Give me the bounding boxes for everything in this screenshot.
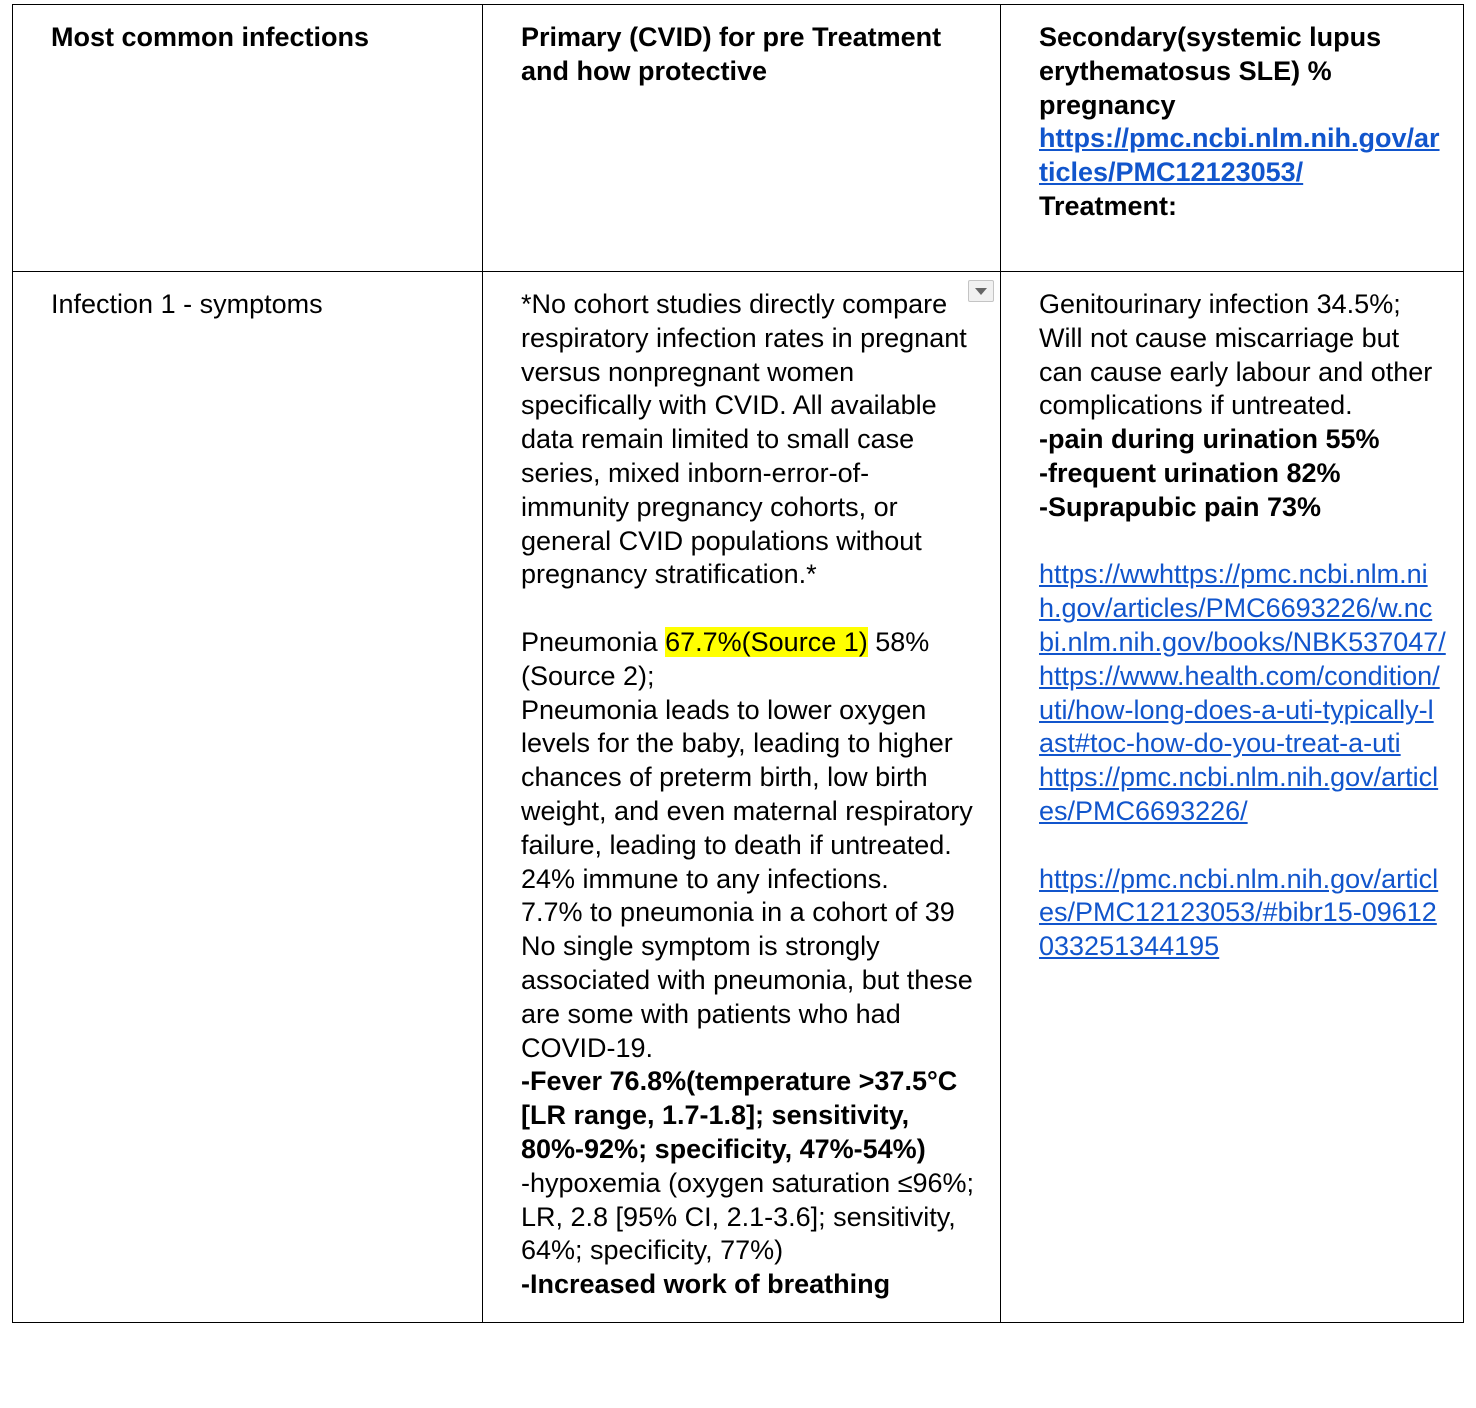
sle-link-2[interactable]: https://www.health.com/condition/uti/how-long-does-a-uti-typically-last#toc-how-do-you-treat-a-uti bbox=[1039, 660, 1440, 759]
table-row bbox=[13, 272, 1464, 1323]
header-col2-text: Primary (CVID) for pre Treatment and how protective bbox=[521, 22, 942, 86]
pneumonia-highlight: 67.7%(Source 1) bbox=[665, 626, 868, 657]
sle-link-4[interactable]: https://pmc.ncbi.nlm.nih.gov/articles/PMC12123053/#bibr15-09612033251344195 bbox=[1039, 863, 1439, 962]
cvid-immune: 24% immune to any infections. bbox=[521, 863, 889, 894]
row1-label: Infection 1 - symptoms bbox=[51, 289, 323, 319]
header-cell-infections[interactable] bbox=[13, 5, 483, 272]
infection-table bbox=[12, 4, 1464, 1323]
sle-symptom-1: -pain during urination 55% bbox=[1039, 424, 1380, 455]
header-cell-sle[interactable] bbox=[1001, 5, 1464, 272]
row1-label-cell[interactable] bbox=[13, 272, 483, 1323]
pneumonia-prefix: Pneumonia bbox=[521, 626, 666, 657]
sle-link-1[interactable]: https://wwhttps://pmc.ncbi.nlm.nih.gov/articles/PMC6693226/w.ncbi.nlm.nih.gov/books/NBK537047/ bbox=[1039, 559, 1446, 657]
cvid-cohort: 7.7% to pneumonia in a cohort of 39 bbox=[521, 897, 955, 928]
cvid-symptoms-intro: No single symptom is strongly associated with pneumonia, but these are some with patients who had COVID-19. bbox=[521, 931, 973, 1063]
row1-sle-cell[interactable] bbox=[1001, 272, 1464, 1323]
header-col3-title: Secondary(systemic lupus erythematosus SLE) % pregnancy bbox=[1039, 22, 1382, 120]
blank-line bbox=[1039, 525, 1447, 559]
table-header-row bbox=[13, 5, 1464, 272]
cvid-note: *No cohort studies directly compare respiratory infection rates in pregnant versus nonpregnant women specifically with CVID. All available data remain limited to small case series, mixed inborn-error-of-immunity pregnancy cohorts, or general CVID populations without pregnancy stratification.* bbox=[521, 289, 967, 590]
header-col3-suffix: Treatment: bbox=[1039, 190, 1178, 221]
header-col3-link[interactable]: https://pmc.ncbi.nlm.nih.gov/articles/PMC12123053/ bbox=[1039, 123, 1440, 188]
row1-cvid-cell[interactable] bbox=[483, 272, 1001, 1323]
blank-line bbox=[1039, 829, 1447, 863]
cvid-effects: Pneumonia leads to lower oxygen levels for the baby, leading to higher chances of preterm birth, low birth weight, and even maternal respiratory failure, leading to death if untreated. bbox=[521, 694, 973, 860]
header-col1-text: Most common infections bbox=[51, 22, 370, 52]
cvid-pneumonia-line bbox=[521, 626, 976, 694]
cvid-fever: -Fever 76.8%(temperature >37.5°C [LR range, 1.7-1.8]; sensitivity, 80%-92%; specificity, 47%-54%) bbox=[521, 1066, 958, 1164]
header-cell-cvid[interactable] bbox=[483, 5, 1001, 272]
sle-symptom-3: -Suprapubic pain 73% bbox=[1039, 491, 1322, 522]
cell-dropdown-chevron-icon[interactable] bbox=[968, 280, 994, 302]
cvid-hypoxemia: -hypoxemia (oxygen saturation ≤96%; LR, 2.8 [95% CI, 2.1-3.6]; sensitivity, 64%; specificity, 77%) bbox=[521, 1167, 975, 1266]
pneumonia-suffix: 58% (Source 2); bbox=[521, 626, 930, 691]
cvid-cut-line: -Increased work of breathing bbox=[521, 1269, 891, 1300]
blank-line bbox=[521, 592, 976, 626]
sle-symptom-2: -frequent urination 82% bbox=[1039, 457, 1341, 488]
sle-link-3[interactable]: https://pmc.ncbi.nlm.nih.gov/articles/PMC6693226/ bbox=[1039, 762, 1439, 826]
sle-intro: Genitourinary infection 34.5%; Will not cause miscarriage but can cause early labour and other complications if untreated. bbox=[1039, 289, 1433, 421]
